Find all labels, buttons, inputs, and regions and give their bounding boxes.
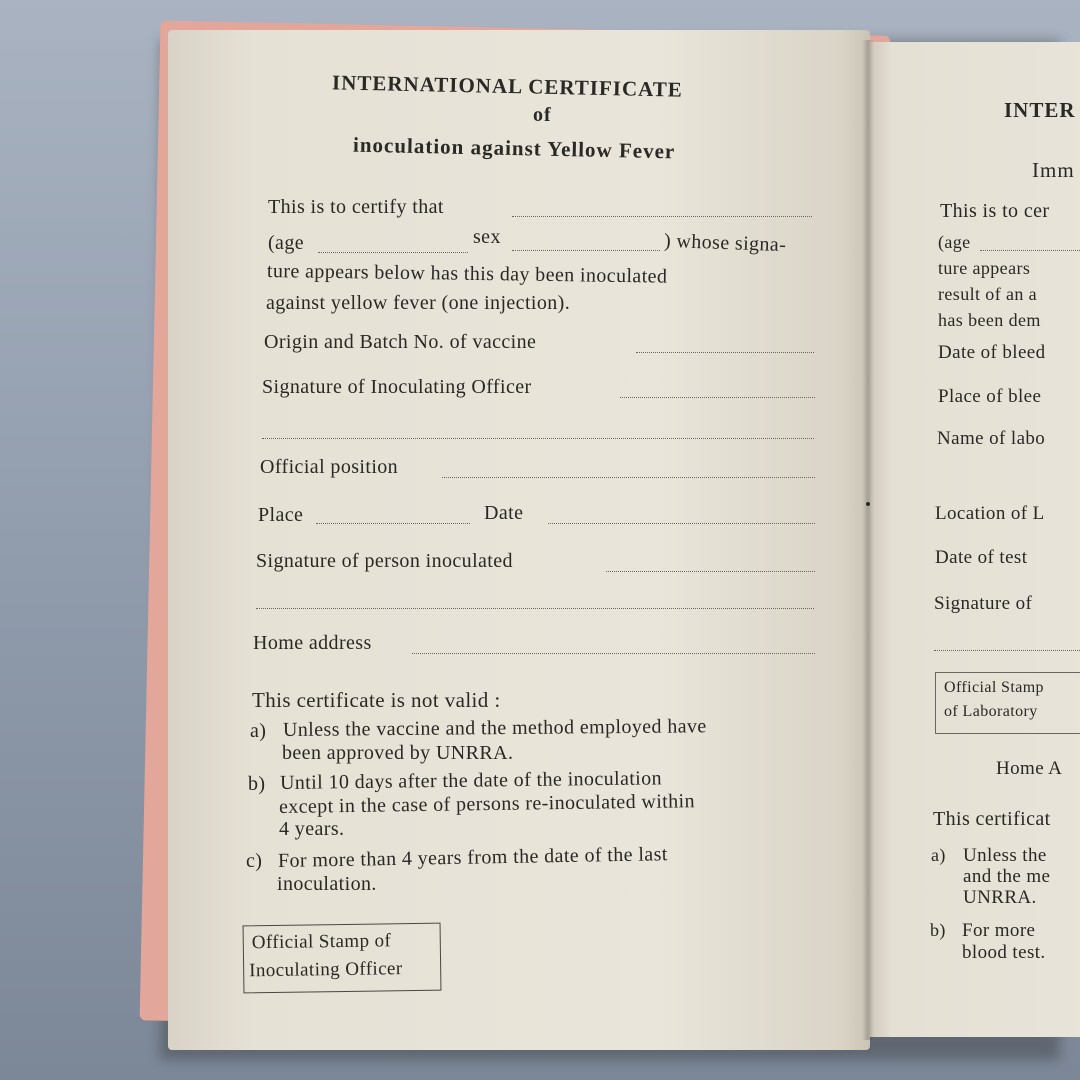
right-line5: has been dem (938, 310, 1041, 330)
right-date-bleed: Date of bleed (938, 342, 1046, 363)
not-valid-heading: This certificate is not valid : (252, 688, 501, 712)
officer-signature-field-line-2 (262, 438, 814, 439)
right-page-subtitle: Imm (1032, 158, 1075, 182)
right-name-lab: Name of labo (937, 428, 1046, 449)
date-field-line (548, 523, 815, 524)
right-signature-line (934, 650, 1080, 651)
right-b-line1: For more (962, 920, 1036, 941)
stamp-label-line2: Inoculating Officer (249, 958, 403, 982)
right-place-bleed: Place of blee (938, 386, 1042, 407)
officer-signature-field-line (620, 397, 815, 398)
right-b-letter: b) (930, 920, 946, 940)
official-stamp-box (243, 923, 442, 994)
right-line4: result of an a (938, 284, 1038, 304)
condition-b-line2: except in the case of persons re-inoculated within (278, 790, 696, 818)
page-gutter (862, 40, 874, 1040)
condition-c-letter: c) (246, 850, 263, 872)
place-label: Place (258, 504, 304, 526)
certificate-title: INTERNATIONAL CERTIFICATE (331, 70, 684, 102)
right-signature: Signature of (934, 593, 1033, 614)
name-field-line (512, 216, 812, 217)
official-position-field-line (442, 477, 815, 478)
person-signature-label: Signature of person inoculated (256, 550, 513, 572)
certificate-text-line4: against yellow fever (one injection). (266, 292, 571, 314)
right-a-line2: and the me (963, 866, 1051, 887)
condition-c-line1: For more than 4 years from the date of the last (277, 843, 668, 872)
right-not-valid: This certificat (933, 808, 1051, 830)
condition-a-line2: been approved by UNRRA. (282, 742, 514, 764)
left-page (168, 30, 870, 1050)
condition-a-letter: a) (250, 720, 267, 742)
condition-b-line1: Until 10 days after the date of the inoculation (279, 767, 663, 794)
certify-label: This is to certify that (268, 196, 444, 218)
right-a-letter: a) (931, 845, 946, 865)
right-age-line (980, 250, 1080, 251)
certificate-subtitle: inoculation against Yellow Fever (352, 132, 676, 164)
right-a-line3: UNRRA. (963, 887, 1037, 908)
place-field-line (316, 523, 470, 524)
condition-c-line2: inoculation. (277, 873, 377, 895)
official-position-label: Official position (260, 456, 399, 478)
right-line3: ture appears (938, 258, 1031, 278)
age-field-line (318, 252, 468, 253)
vaccine-origin-field-line (636, 352, 814, 353)
condition-a-line1: Unless the vaccine and the method employed have (282, 715, 707, 741)
right-a-line1: Unless the (963, 845, 1047, 866)
right-stamp-line1: Official Stamp (944, 679, 1044, 696)
condition-b-letter: b) (248, 773, 266, 795)
home-address-label: Home address (253, 632, 372, 654)
right-date-test: Date of test (935, 547, 1028, 568)
page-mark (866, 502, 870, 506)
right-home: Home A (996, 758, 1063, 779)
sex-field-line (512, 250, 660, 251)
right-location: Location of L (935, 503, 1045, 524)
person-signature-field-line-2 (256, 608, 814, 609)
right-line1: This is to cer (940, 200, 1050, 222)
sex-label: sex (473, 226, 501, 248)
certificate-text-line3: ture appears below has this day been inoculated (266, 260, 668, 288)
certificate-title-of: of (533, 104, 552, 126)
officer-signature-label: Signature of Inoculating Officer (262, 376, 532, 398)
right-line2: (age (938, 232, 971, 252)
condition-b-line3: 4 years. (279, 818, 345, 840)
stamp-label-line1: Official Stamp of (251, 930, 392, 954)
age-label: (age (268, 232, 305, 254)
right-page-title: INTER (1004, 98, 1076, 122)
right-b-line2: blood test. (962, 942, 1046, 963)
person-signature-field-line (606, 571, 815, 572)
vaccine-origin-label: Origin and Batch No. of vaccine (264, 331, 537, 353)
right-stamp-box (935, 672, 1080, 734)
date-label: Date (484, 502, 524, 524)
home-address-field-line (412, 653, 815, 654)
whose-signature-text: ) whose signa- (663, 229, 787, 257)
right-stamp-line2: of Laboratory (944, 703, 1038, 720)
